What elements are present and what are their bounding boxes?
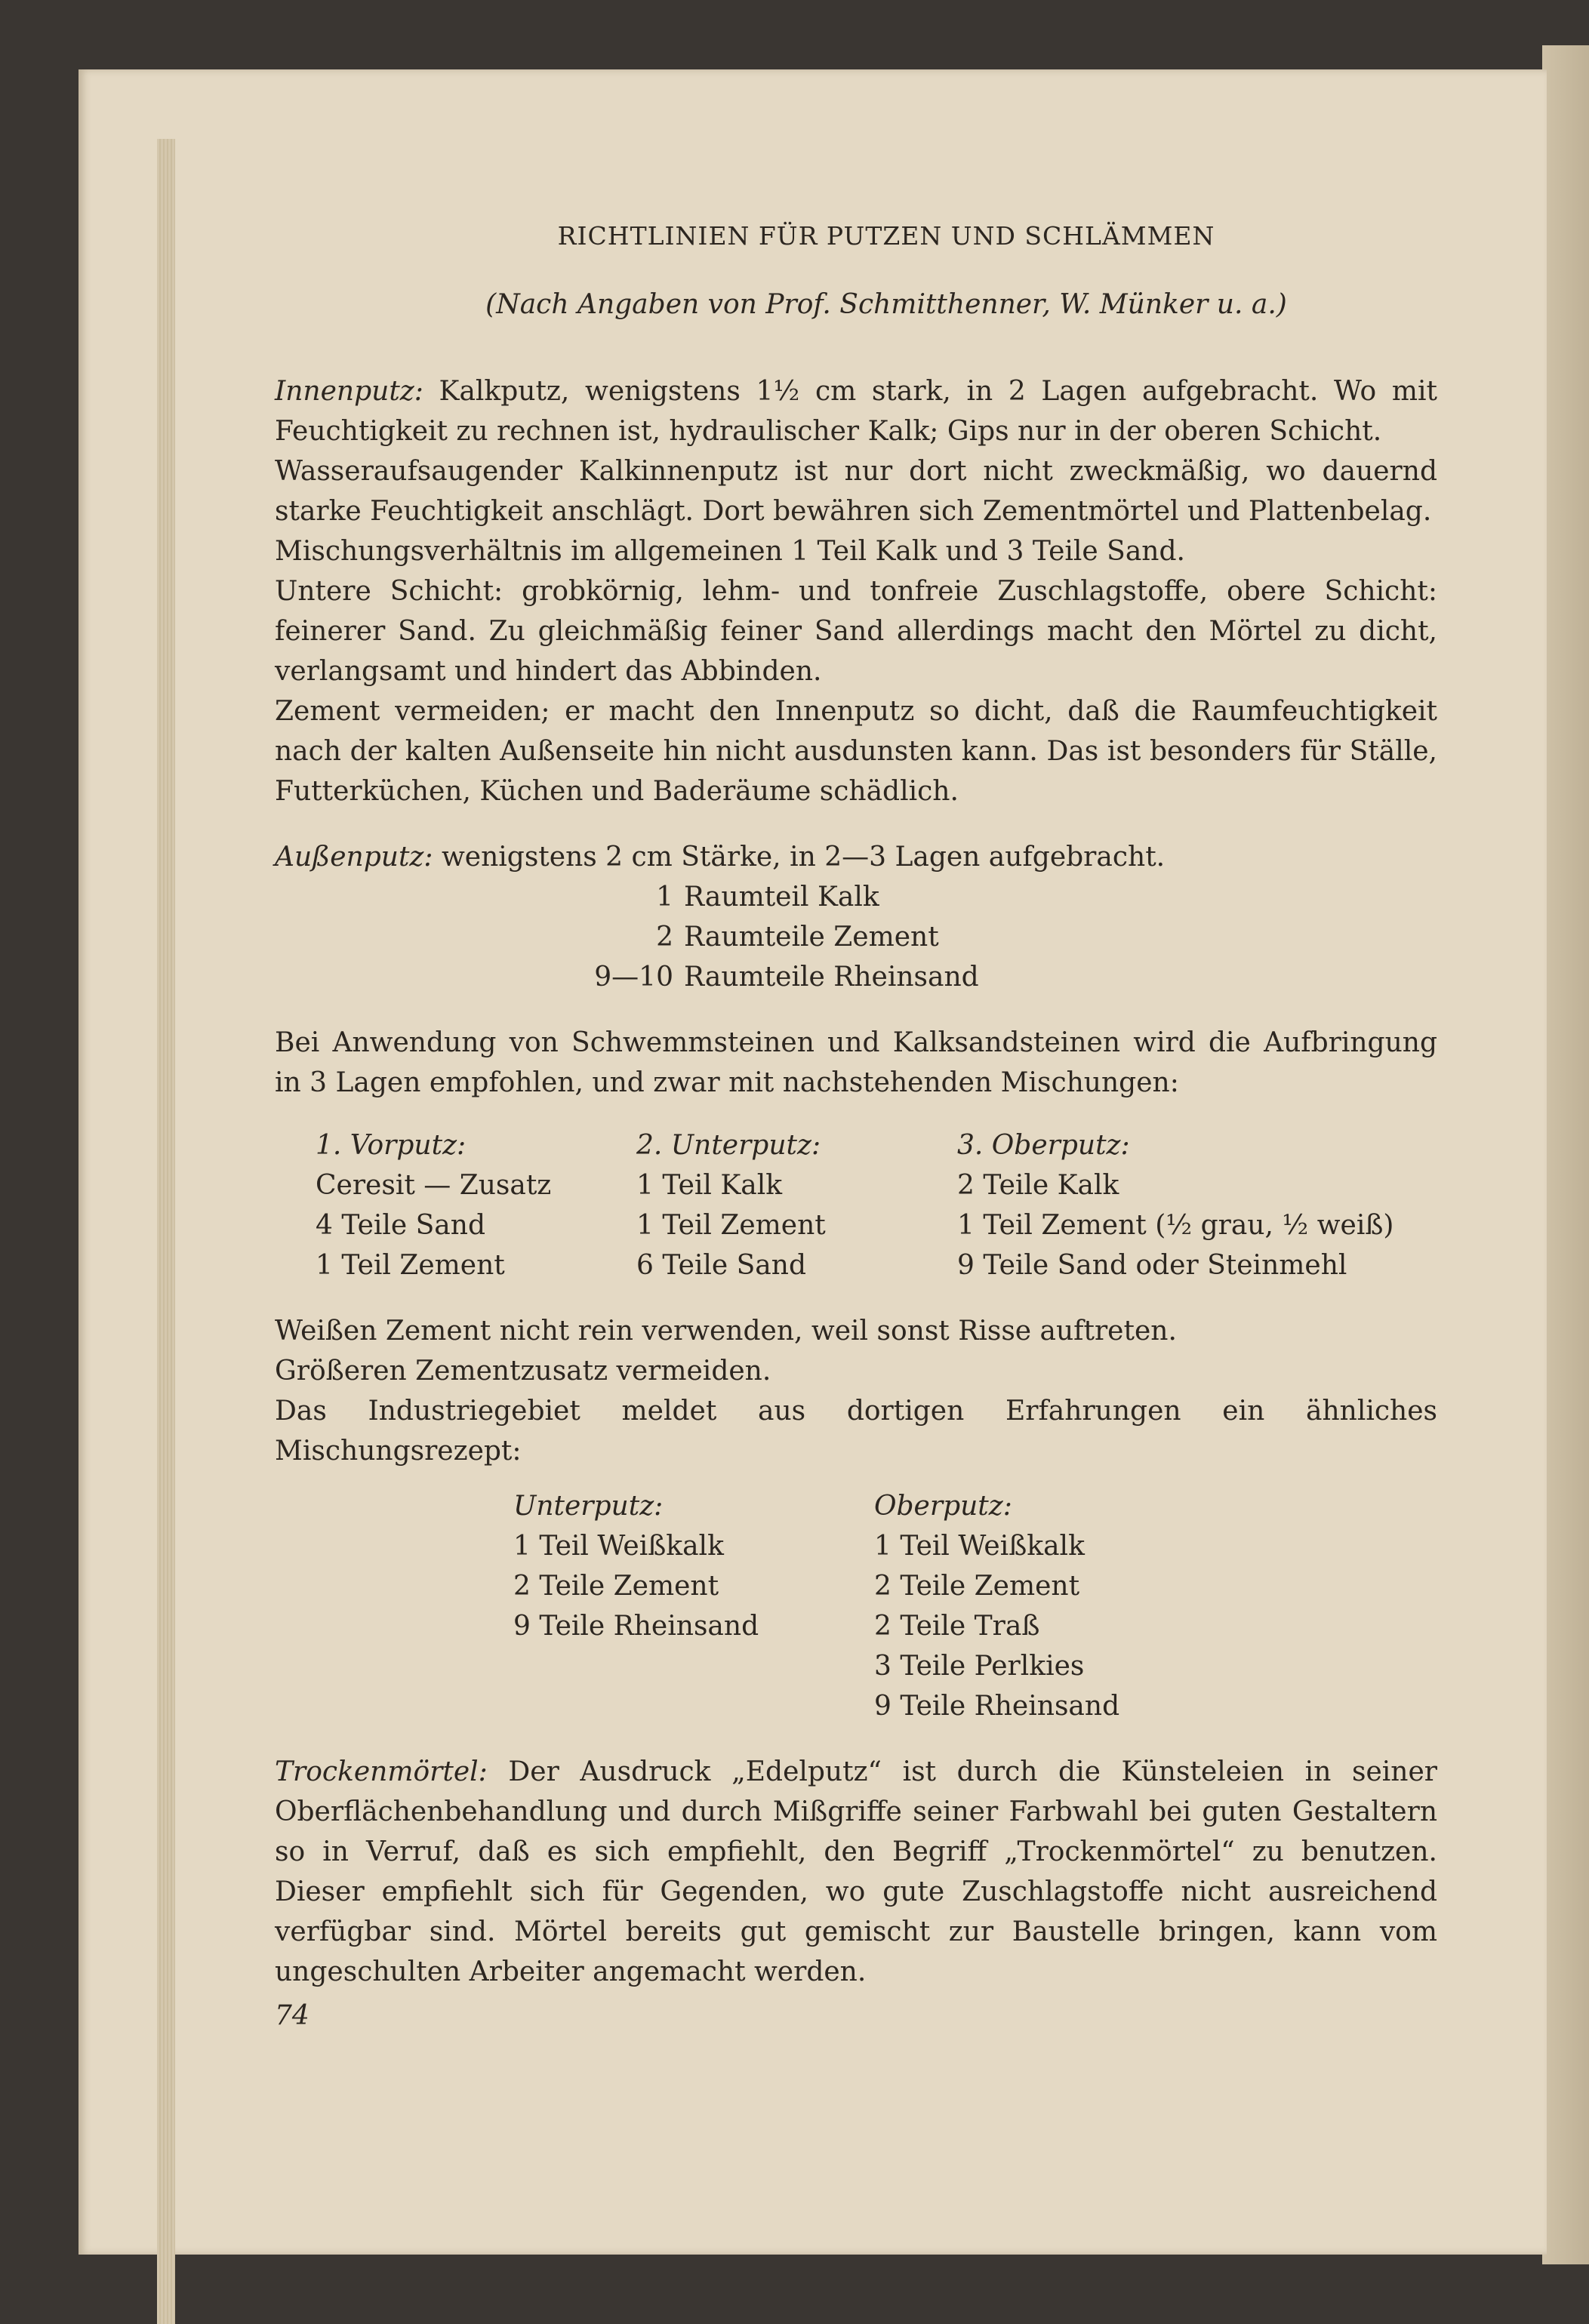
page-subtitle: (Nach Angaben von Prof. Schmitthenner, W. Münker u. a.) [485, 289, 1287, 320]
list-item: 9 Teile Rheinsand [874, 1691, 1120, 1722]
paragraph [275, 837, 1437, 877]
paragraph-text: wenigstens 2 cm Stärke, in 2—3 Lagen aufgebracht. [433, 842, 1166, 873]
mix-column [957, 1125, 1425, 1285]
recipe-column [513, 1486, 874, 1726]
list-item: 6 Teile Sand [636, 1250, 806, 1281]
page-content [275, 196, 1437, 1992]
section-aussenputz [275, 837, 1437, 997]
list-item: 1 Teil Kalk [636, 1170, 783, 1201]
paragraph: Das Industriegebiet meldet aus dortigen Erfahrungen ein ähnliches Mischungsrezept: [275, 1396, 1437, 1467]
list-item: 3 Teile Perlkies [874, 1651, 1085, 1682]
page-gutter [157, 139, 175, 2324]
paragraph: Zement vermeiden; er macht den Innenputz so dicht, daß die Raumfeuchtigkeit nach der kalten Außenseite hin nicht ausdunsten kann. Das ist besonders für Ställe, Futterküchen, Küchen und Baderäume schädlich. [275, 696, 1437, 807]
mix-ingredient: Raumteile Rheinsand [684, 962, 979, 993]
list-item: 1 Teil Zement (½ grau, ½ weiß) [957, 1210, 1394, 1241]
column-heading: Oberputz: [874, 1491, 1012, 1522]
adjacent-page-edge [1542, 45, 1589, 2264]
list-item [592, 877, 1437, 917]
mix-table [316, 1125, 1437, 1285]
recipe-table [513, 1486, 1437, 1726]
mix-ingredient: Raumteile Zement [684, 922, 939, 953]
column-heading: 1. Vorputz: [316, 1130, 467, 1161]
list-item: 2 Teile Kalk [957, 1170, 1119, 1201]
list-item: 1 Teil Weißkalk [513, 1531, 724, 1562]
paragraph: Untere Schicht: grobkörnig, lehm- und tonfreie Zuschlagstoffe, obere Schicht: feinerer Sand. Zu gleichmäßig feiner Sand allerdings macht den Mörtel zu dicht, verlangsamt und hindert das Abbinden. [275, 576, 1437, 687]
list-item [592, 957, 1437, 997]
column-heading: 2. Unterputz: [636, 1130, 821, 1161]
section-label: Trockenmörtel: [275, 1756, 488, 1787]
mix-amount: 2 [656, 922, 673, 953]
list-item: 1 Teil Weißkalk [874, 1531, 1085, 1562]
mix-ingredient: Raumteil Kalk [684, 882, 879, 913]
mix-list [592, 877, 1437, 997]
page-title: RICHTLINIEN FÜR PUTZEN UND SCHLÄMMEN [557, 221, 1215, 251]
list-item: 2 Teile Traß [874, 1611, 1040, 1642]
section-innenputz [275, 371, 1437, 811]
list-item [592, 917, 1437, 957]
paragraph [275, 1752, 1437, 1992]
list-item: 1 Teil Zement [316, 1250, 505, 1281]
paragraph: Wasseraufsaugender Kalkinnenputz ist nur dort nicht zweckmäßig, wo dauernd starke Feuchtigkeit anschlägt. Dort bewähren sich Zementmörtel und Plattenbelag. [275, 456, 1437, 527]
paragraph: Größeren Zementzusatz vermeiden. [275, 1356, 771, 1387]
recipe-column [874, 1486, 1235, 1726]
section-label: Außenputz: [275, 842, 433, 873]
list-item: 2 Teile Zement [513, 1571, 719, 1602]
section-schwemmsteine [275, 1023, 1437, 1285]
paragraph: Mischungsverhältnis im allgemeinen 1 Teil Kalk und 3 Teile Sand. [275, 536, 1185, 567]
list-item: Ceresit — Zusatz [316, 1170, 552, 1201]
mix-amount: 9—10 [594, 962, 673, 993]
column-heading: 3. Oberputz: [957, 1130, 1130, 1161]
section-trockenmoertel [275, 1752, 1437, 1992]
list-item: 1 Teil Zement [636, 1210, 826, 1241]
list-item: 9 Teile Rheinsand [513, 1611, 759, 1642]
paragraph-text: Der Ausdruck „Edelputz“ ist durch die Künsteleien in seiner Oberflächenbehandlung und durch Mißgriffe seiner Farbwahl bei guten Gestaltern so in Verruf, daß es sich empfiehlt, den Begriff „Trockenmörtel“ zu benutzen. Dieser empfiehlt sich für Gegenden, wo gute Zuschlagstoffe nicht ausreichend verfügbar sind. Mörtel bereits gut gemischt zur Baustelle bringen, kann vom ungeschulten Arbeiter angemacht werden. [275, 1756, 1437, 1987]
list-item: 4 Teile Sand [316, 1210, 485, 1241]
list-item: 9 Teile Sand oder Steinmehl [957, 1250, 1347, 1281]
paragraph: Weißen Zement nicht rein verwenden, weil sonst Risse auftreten. [275, 1316, 1177, 1347]
mix-column [316, 1125, 636, 1285]
mix-column [636, 1125, 957, 1285]
list-item: 2 Teile Zement [874, 1571, 1080, 1602]
section-hinweise [275, 1311, 1437, 1726]
paragraph-text: Kalkputz, wenigstens 1½ cm stark, in 2 Lagen aufgebracht. Wo mit Feuchtigkeit zu rechnen ist, hydraulischer Kalk; Gips nur in der oberen Schicht. [275, 376, 1437, 447]
section-label: Innenputz: [275, 376, 423, 407]
paragraph [275, 371, 1437, 451]
page-number: 74 [275, 2000, 309, 2031]
paragraph: Bei Anwendung von Schwemmsteinen und Kalksandsteinen wird die Aufbringung in 3 Lagen empfohlen, und zwar mit nachstehenden Mischungen: [275, 1027, 1437, 1098]
column-heading: Unterputz: [513, 1491, 664, 1522]
mix-amount: 1 [656, 882, 673, 913]
